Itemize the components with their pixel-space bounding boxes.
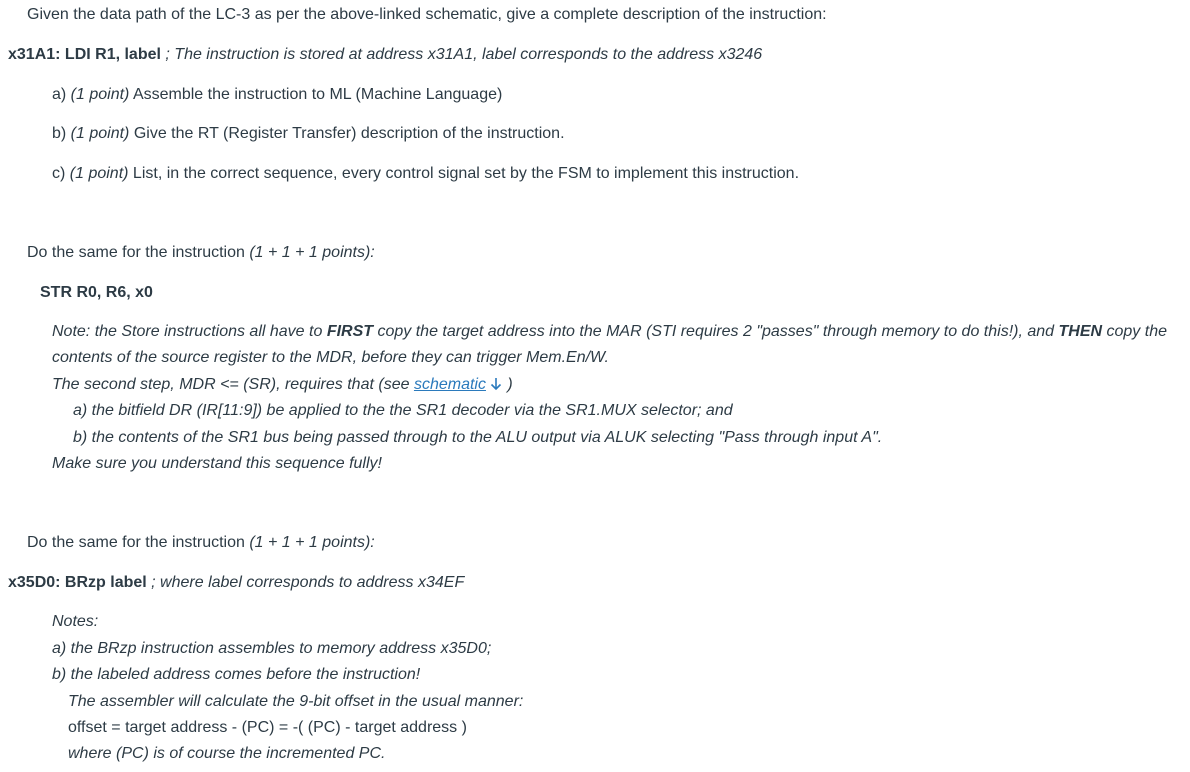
note-line-1 bbox=[52, 322, 1167, 342]
question-1-part-a bbox=[52, 85, 502, 105]
question-1-part-b bbox=[52, 124, 565, 144]
part-text: Give the RT (Register Transfer) description of the instruction. bbox=[129, 125, 565, 142]
header-text: Do the same for the instruction bbox=[27, 534, 250, 551]
question-3-instruction bbox=[8, 573, 464, 593]
note-line-3 bbox=[52, 375, 513, 398]
notes-line-3: The assembler will calculate the 9-bit offset in the usual manner: bbox=[68, 693, 524, 710]
instruction-comment: ; The instruction is stored at address x31A1, label corresponds to the address x3246 bbox=[160, 46, 763, 63]
part-prefix: b) bbox=[52, 125, 71, 142]
note-text: copy the bbox=[1102, 323, 1167, 340]
intro-text: Given the data path of the LC-3 as per the above-linked schematic, give a complete description of the instruction: bbox=[27, 6, 827, 23]
offset-formula: offset = target address - (PC) = -( (PC) - target address ) bbox=[68, 719, 467, 736]
question-1-instruction bbox=[8, 45, 762, 65]
notes-title: Notes: bbox=[52, 613, 99, 630]
note-line-5: b) the contents of the SR1 bus being passed through to the ALU output via ALUK selecting "Pass through input A". bbox=[73, 429, 883, 446]
part-prefix: c) bbox=[52, 165, 70, 182]
note-line-6: Make sure you understand this sequence fully! bbox=[52, 455, 382, 472]
note-emphasis: THEN bbox=[1058, 323, 1103, 340]
note-line-2: contents of the source register to the MDR, before they can trigger Mem.En/W. bbox=[52, 349, 609, 366]
header-text: Do the same for the instruction bbox=[27, 244, 250, 261]
note-emphasis: FIRST bbox=[326, 323, 374, 340]
part-text: List, in the correct sequence, every control signal set by the FSM to implement this instruction. bbox=[128, 165, 800, 182]
instruction-code: x35D0: BRzp label bbox=[8, 574, 147, 591]
notes-line-2: b) the labeled address comes before the instruction! bbox=[52, 666, 421, 683]
question-1-part-c bbox=[52, 164, 799, 184]
notes-line-5: where (PC) is of course the incremented PC. bbox=[68, 745, 386, 762]
notes-line-1: a) the BRzp instruction assembles to memory address x35D0; bbox=[52, 640, 492, 657]
instruction-comment: ; where label corresponds to address x34EF bbox=[146, 574, 465, 591]
part-points: (1 point) bbox=[70, 86, 130, 103]
part-points: (1 point) bbox=[69, 165, 129, 182]
question-2-instruction: STR R0, R6, x0 bbox=[40, 284, 153, 301]
part-text: Assemble the instruction to ML (Machine Language) bbox=[129, 86, 503, 103]
download-arrow-icon[interactable] bbox=[489, 376, 503, 398]
header-points: (1 + 1 + 1 points): bbox=[249, 534, 375, 551]
header-points: (1 + 1 + 1 points): bbox=[249, 244, 375, 261]
instruction-code: x31A1: LDI R1, label bbox=[8, 46, 161, 63]
part-points: (1 point) bbox=[70, 125, 130, 142]
schematic-link[interactable]: schematic bbox=[413, 376, 486, 393]
note-text: copy the target address into the MAR (STI requires 2 "passes" through memory to do this!), and bbox=[373, 323, 1059, 340]
note-text: ) bbox=[502, 376, 513, 393]
note-text: Note: the Store instructions all have to bbox=[52, 323, 327, 340]
question-2-header bbox=[27, 243, 375, 263]
note-line-4: a) the bitfield DR (IR[11:9]) be applied to the the SR1 decoder via the SR1.MUX selector; and bbox=[73, 402, 733, 419]
note-text: The second step, MDR <= (SR), requires that (see bbox=[52, 376, 414, 393]
question-3-header bbox=[27, 533, 375, 553]
part-prefix: a) bbox=[52, 86, 71, 103]
